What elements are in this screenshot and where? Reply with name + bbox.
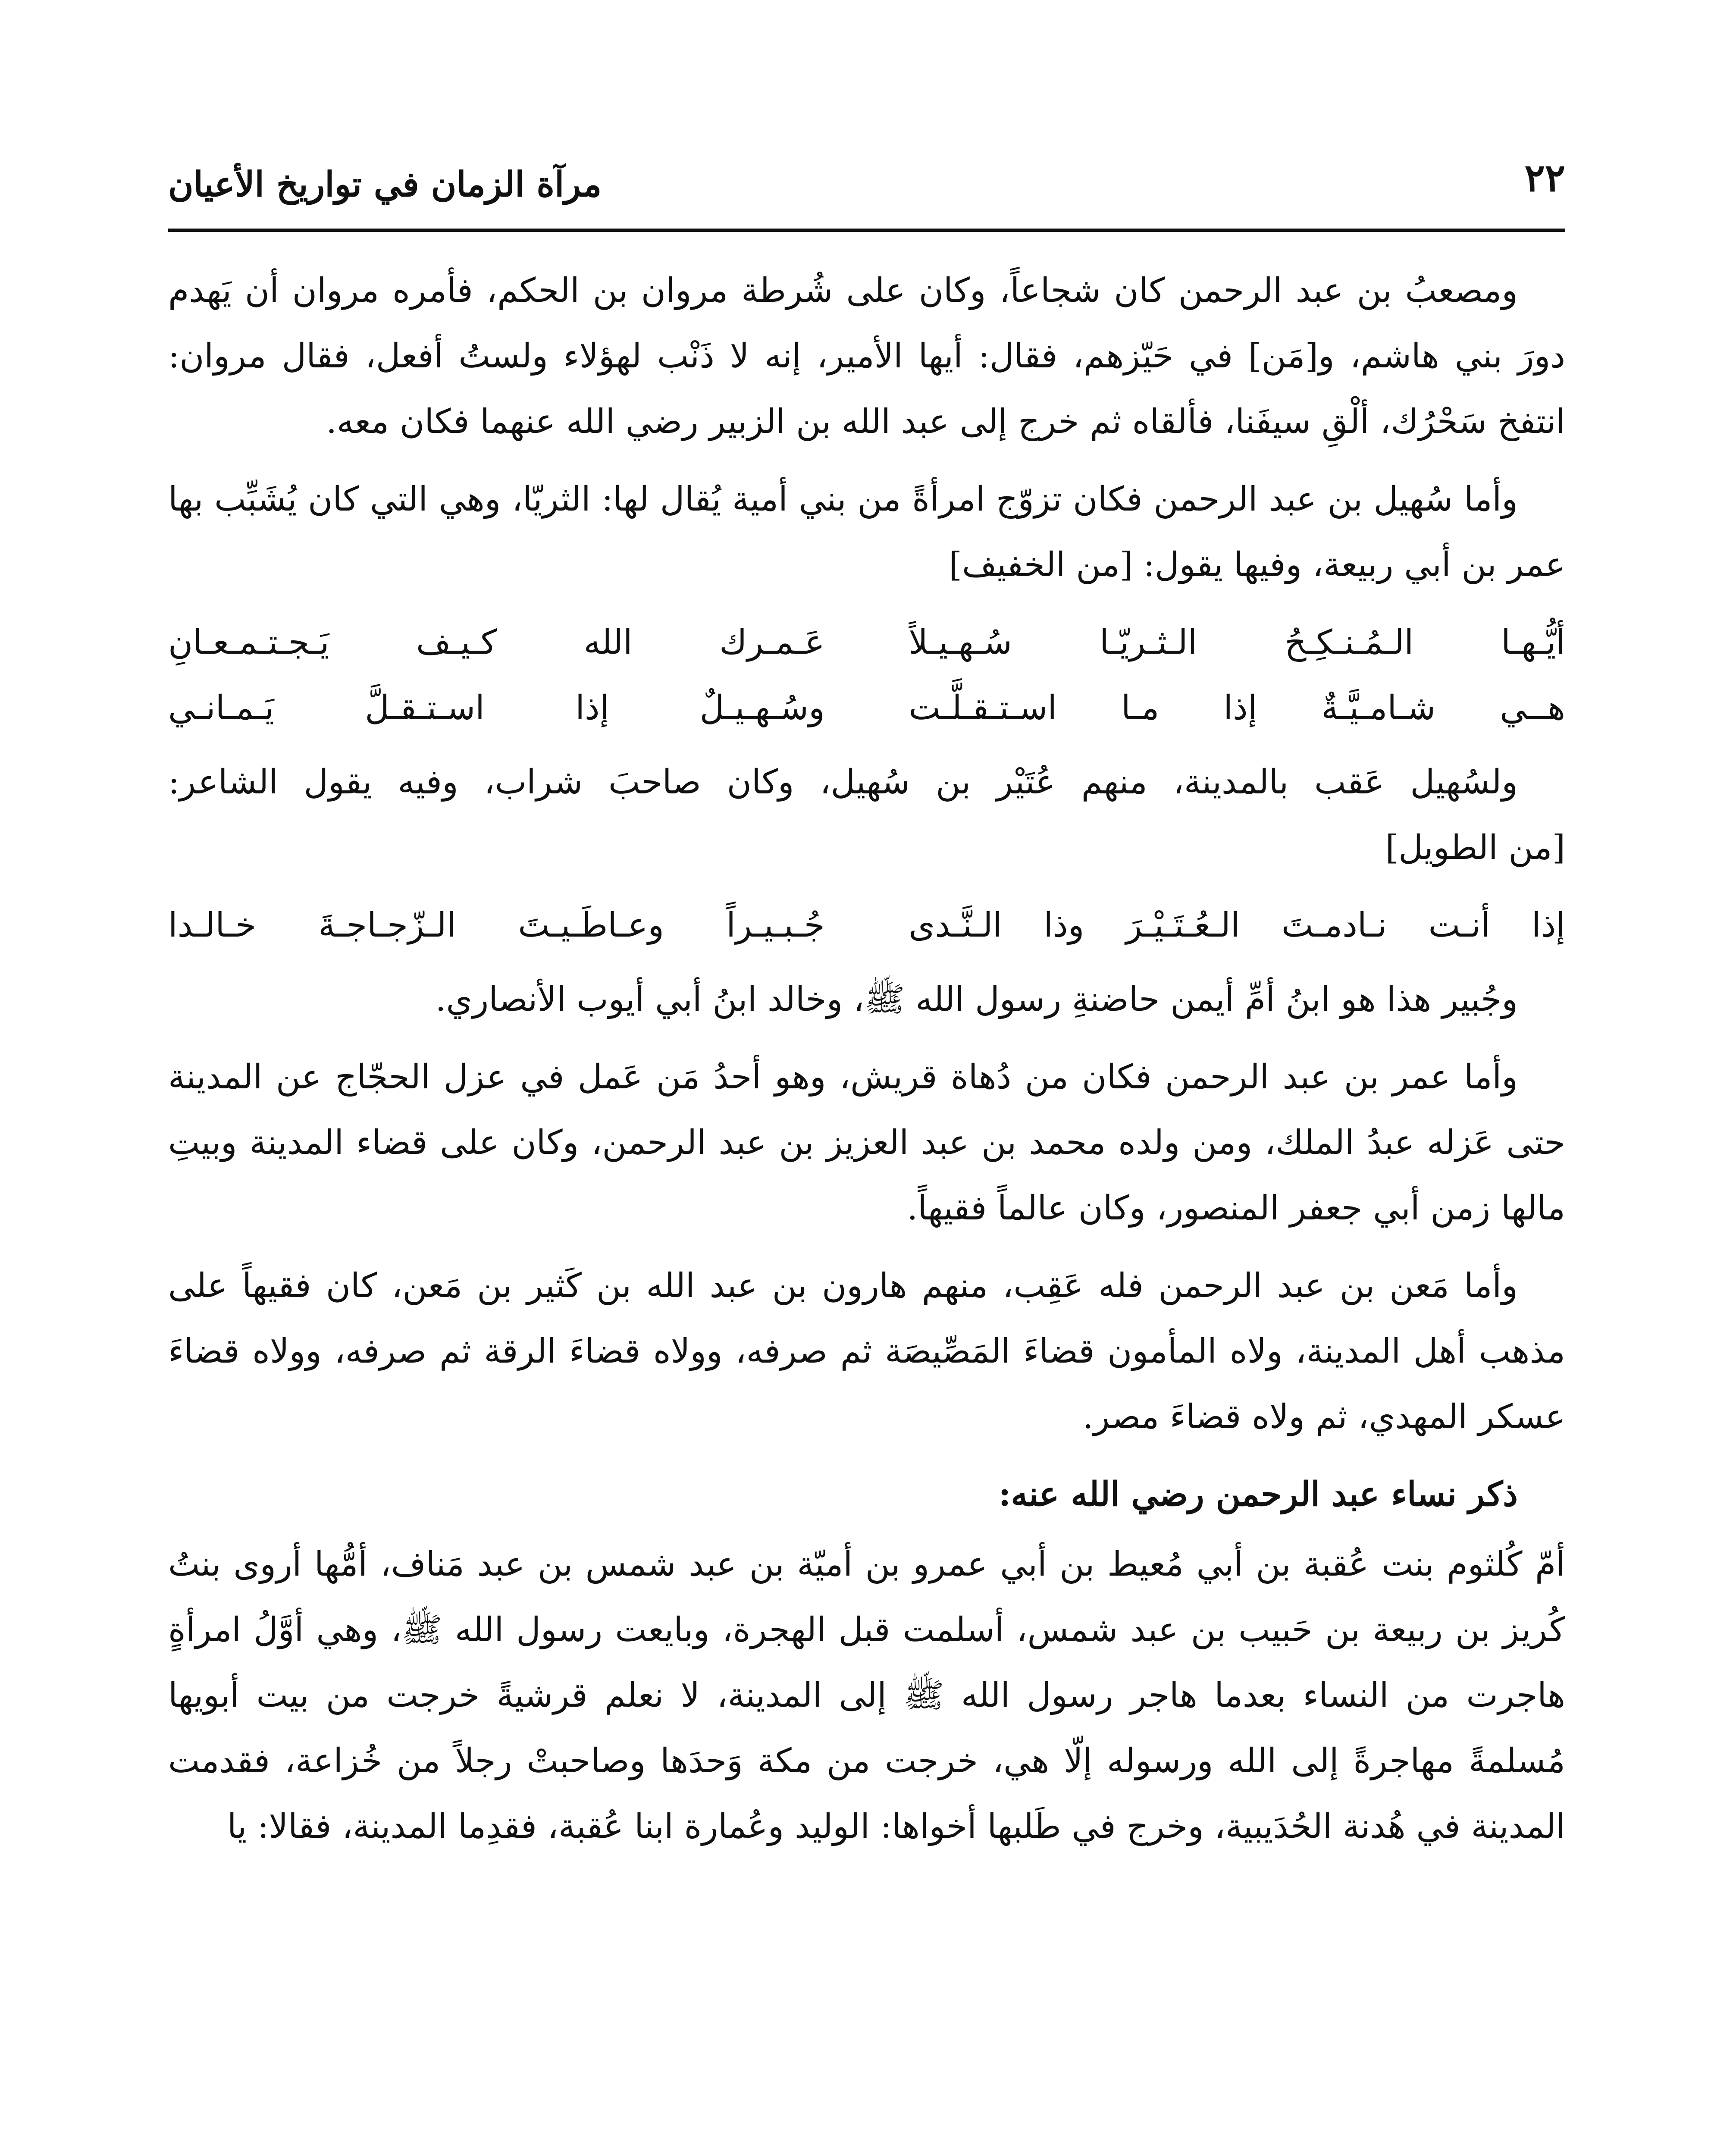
verse-second-hemistich: عَـمـرك الله كـيـف يَـجـتـمـعـانِ [168,623,825,662]
verse-line [168,675,1565,741]
poem-khafif [168,610,1565,741]
paragraph-suhayl [168,467,1565,598]
section-heading: ذكر نساء عبد الرحمن رضي الله عنه: [998,1475,1518,1514]
poem-tawil [168,893,1565,958]
book-title: مرآة الزمان في تواريخ الأعيان [168,164,602,204]
meter-label-tawil: [من الطويل] [1385,828,1565,867]
meter-label-khafif: [من الخفيف] [949,545,1133,584]
paragraph-suhayl-text: وأما سُهيل بن عبد الرحمن فكان تزوّج امرأةً من بني أمية يُقال لها: الثريّا، وهي التي كان يُشَبِّب بها عمر بن أبي ربيعة، وفيها يقول: [168,480,1565,584]
verse-first-hemistich: أيُّـهـا الـمُـنـكِـحُ الـثـريّـا سُـهـيـلاً [909,623,1565,662]
book-page [168,129,1565,2156]
paragraph-umm-kulthum: أمّ كُلثوم بنت عُقبة بن أبي مُعيط بن أبي عمرو بن أميّة بن عبد شمس بن عبد مَناف، أمُّها أروى بنتُ كُريز بن ربيعة بن حَبيب بن عبد شمس، أسلمت قبل الهجرة، وبايعت رسول الله ﷺ، وهي أوَّلُ امرأةٍ هاجرت من النساء بعدما هاجر رسول الله ﷺ إلى المدينة، لا نعلم قرشيةً خرجت من بيت أبويها مُسلمةً مهاجرةً إلى الله ورسوله إلّا هي، خرجت من مكة وَحدَها وصاحبتْ رجلاً من خُزاعة، فقدمت المدينة في هُدنة الحُدَيبية، وخرج في طَلبها أخواها: الوليد وعُمارة ابنا عُقبة، فقدِما المدينة، فقالا: يا [168,1545,1565,1846]
verse-first-hemistich: هــي شـامـيَّـةٌ إذا مـا اسـتـقـلَّـت [909,689,1565,727]
verse-line [168,893,1565,958]
paragraph-jubayr: وجُبير هذا هو ابنُ أمِّ أيمن حاضنةِ رسول الله ﷺ، وخالد ابنُ أبي أيوب الأنصاري. [435,980,1518,1019]
verse-line [168,610,1565,675]
page-content [168,258,1565,1859]
paragraph-utayr [168,749,1565,881]
paragraph-musab: ومصعبُ بن عبد الرحمن كان شجاعاً، وكان على شُرطة مروان بن الحكم، فأمره مروان أن يَهدم دورَ بني هاشم، و[مَن] في حَيّزهم، فقال: أيها الأمير، إنه لا ذَنْب لهؤلاء ولستُ أفعل، فقال مروان: انتفخ سَحْرُك، ألْقِ سيفَنا، فألقاه ثم خرج إلى عبد الله بن الزبير رضي الله عنهما فكان معه. [168,271,1565,441]
verse-first-hemistich: إذا أنـت نـادمـتَ الـعُـتَـيْـرَ وذا الـنَّـدى [909,906,1565,945]
running-header [168,129,1565,232]
paragraph-utayr-text: ولسُهيل عَقب بالمدينة، منهم عُتَيْر بن سُهيل، وكان صاحبَ شراب، وفيه يقول الشاعر: [168,763,1518,802]
page-number: ٢٢ [1524,155,1565,200]
verse-second-hemistich: جُـبـيـراً وعـاطَـيـتَ الـزّجـاجـةَ خـالـدا [168,906,825,945]
paragraph-umar: وأما عمر بن عبد الرحمن فكان من دُهاة قريش، وهو أحدُ مَن عَمل في عزل الحجّاج عن المدينة حتى عَزله عبدُ الملك، ومن ولده محمد بن عبد العزيز بن عبد الرحمن، وكان على قضاء المدينة وبيتِ مالها زمن أبي جعفر المنصور، وكان عالماً فقيهاً. [168,1058,1565,1228]
paragraph-maan: وأما مَعن بن عبد الرحمن فله عَقِب، منهم هارون بن عبد الله بن كَثير بن مَعن، كان فقيهاً على مذهب أهل المدينة، ولاه المأمون قضاءَ المَصِّيصَة ثم صرفه، وولاه قضاءَ الرقة ثم صرفه، وولاه قضاءَ عسكر المهدي، ثم ولاه قضاءَ مصر. [168,1266,1565,1436]
verse-second-hemistich: وسُـهـيـلٌ إذا اسـتـقـلَّ يَـمـانـي [168,689,825,727]
